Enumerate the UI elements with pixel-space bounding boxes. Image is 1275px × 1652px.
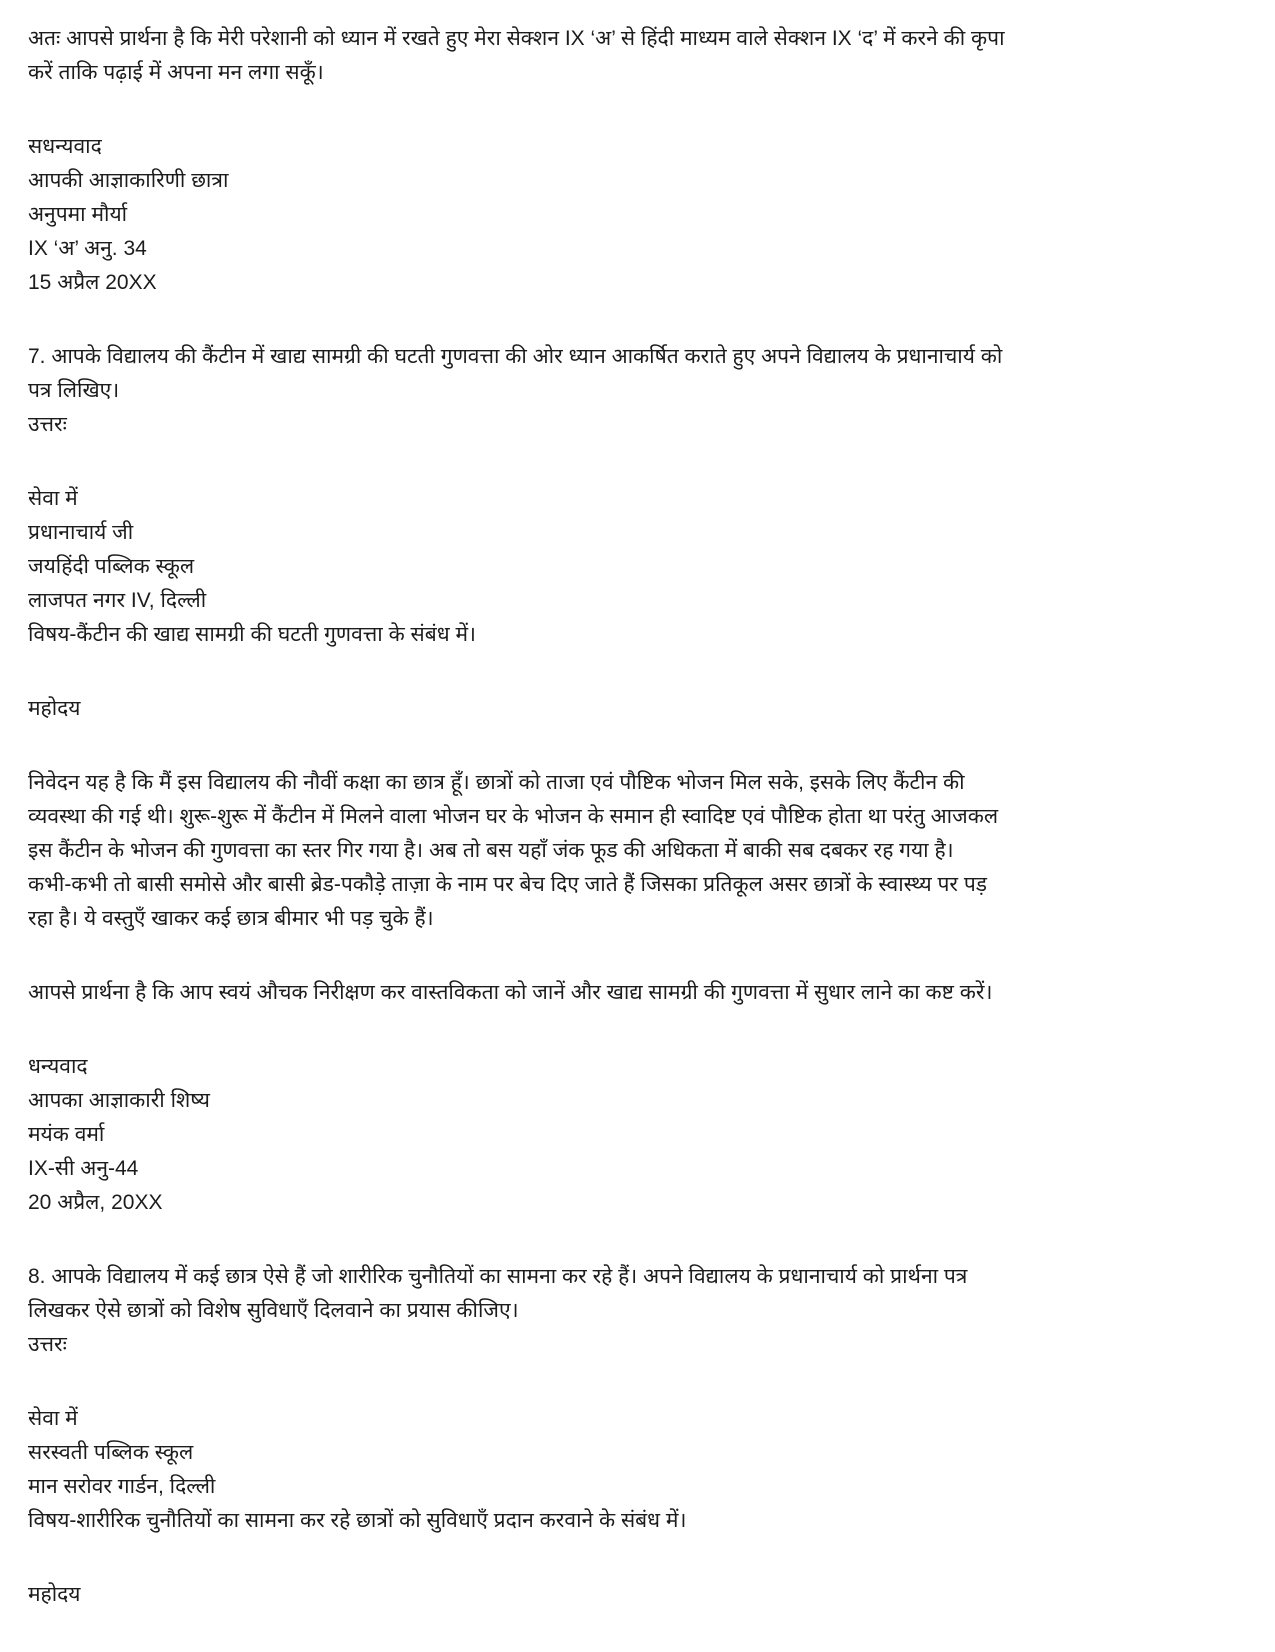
letter7-signature-block: धन्यवाद आपका आज्ञाकारी शिष्य मयंक वर्मा IX-सी अनु-44 20 अप्रैल, 20XX [28,1055,210,1214]
letter7-request-paragraph: आपसे प्रार्थना है कि आप स्वयं औचक निरीक्षण कर वास्तविकता को जानें और खाद्य सामग्री की गुणवत्ता में सुधार लाने का कष्ट करें। [28,981,993,1004]
question-7: 7. आपके विद्यालय की कैंटीन में खाद्य सामग्री की घटती गुणवत्ता की ओर ध्यान आकर्षित कराते हुए अपने विद्यालय के प्रधानाचार्य को पत्र लिखिए। उत्तरः [28,345,1003,436]
document-page [28,22,1247,1612]
letter8-recipient-address: सेवा में सरस्वती पब्लिक स्कूल मान सरोवर गार्डन, दिल्ली विषय-शारीरिक चुनौतियों का सामना कर रहे छात्रों को सुविधाएँ प्रदान करवाने के संबंध में। [28,1407,687,1532]
letter7-body-paragraph: निवेदन यह है कि मैं इस विद्यालय की नौवीं कक्षा का छात्र हूँ। छात्रों को ताजा एवं पौष्टिक भोजन मिल सके, इसके लिए कैंटीन की व्यवस्था की गई थी। शुरू-शुरू में कैंटीन में मिलने वाला भोजन घर के भोजन के समान ही स्वादिष्ट एवं पौष्टिक होता था परंतु आजकल इस कैंटीन के भोजन की गुणवत्ता का स्तर गिर गया है। अब तो बस यहाँ जंक फूड की अधिकता में बाकी सब दबकर रह गया है। कभी-कभी तो बासी समोसे और बासी ब्रेड-पकौड़े ताज़ा के नाम पर बेच दिए जाते हैं जिसका प्रतिकूल असर छात्रों के स्वास्थ्य पर पड़ रहा है। ये वस्तुएँ खाकर कई छात्र बीमार भी पड़ चुके हैं। [28,771,999,930]
question-8: 8. आपके विद्यालय में कई छात्र ऐसे हैं जो शारीरिक चुनौतियों का सामना कर रहे हैं। अपने विद्यालय के प्रधानाचार्य को प्रार्थना पत्र लिखकर ऐसे छात्रों को विशेष सुविधाएँ दिलवाने का प्रयास कीजिए। उत्तरः [28,1265,968,1356]
letter6-closing-paragraph: अतः आपसे प्रार्थना है कि मेरी परेशानी को ध्यान में रखते हुए मेरा सेक्शन IX ‘अ’ से हिंदी माध्यम वाले सेक्शन IX ‘द’ में करने की कृपा करें ताकि पढ़ाई में अपना मन लगा सकूँ। [28,27,1005,84]
letter7-recipient-address: सेवा में प्रधानाचार्य जी जयहिंदी पब्लिक स्कूल लाजपत नगर IV, दिल्ली विषय-कैंटीन की खाद्य सामग्री की घटती गुणवत्ता के संबंध में। [28,487,476,646]
letter6-signature-block: सधन्यवाद आपकी आज्ञाकारिणी छात्रा अनुपमा मौर्या IX ‘अ’ अनु. 34 15 अप्रैल 20XX [28,135,229,294]
letter7-salutation: महोदय [28,697,81,720]
letter8-salutation: महोदय [28,1583,81,1606]
